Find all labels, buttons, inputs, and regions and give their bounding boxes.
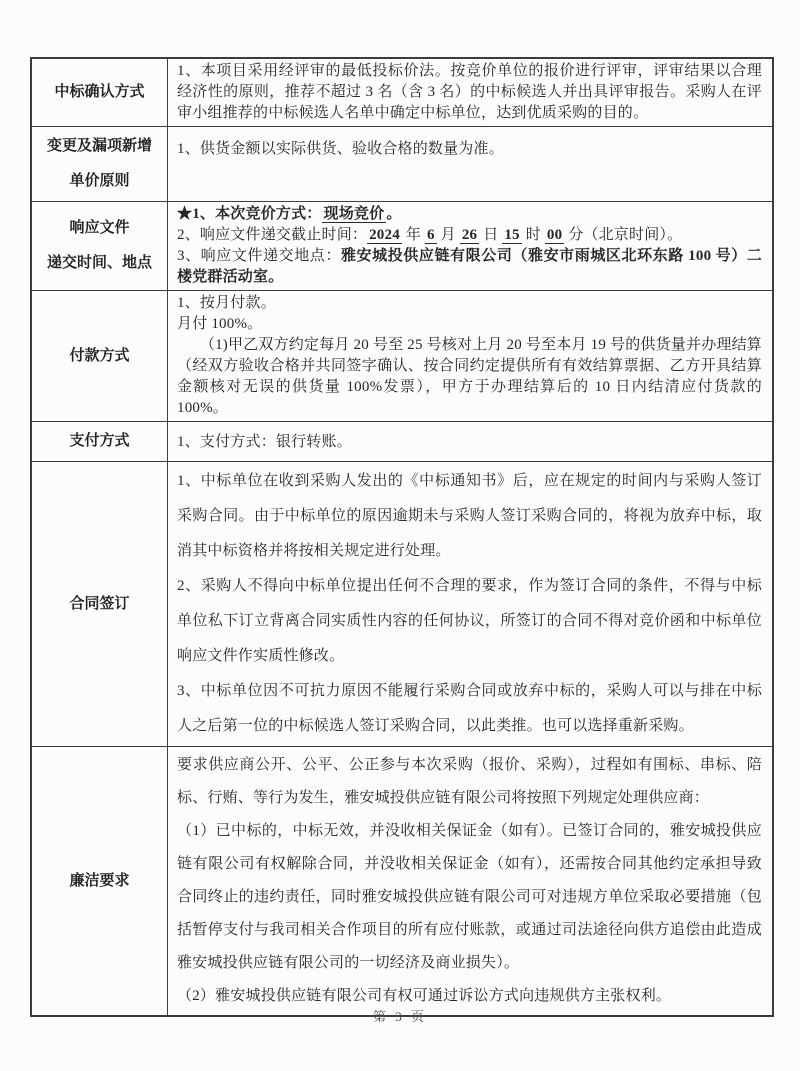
text-segment: 1、供货金额以实际供货、验收合格的数量为准。 (177, 141, 504, 157)
row-label (31, 747, 168, 1017)
row-label-line: 变更及漏项新增 (46, 138, 152, 154)
table-row (31, 747, 773, 1017)
row-content (168, 127, 774, 202)
paragraph (177, 569, 762, 674)
table-row (31, 462, 773, 747)
text-segment: 6 (427, 227, 435, 243)
row-content (168, 202, 774, 291)
text-segment: 2、响应文件递交截止时间： (177, 227, 368, 243)
text-segment: 1、按月付款。 (177, 295, 276, 311)
paragraph (177, 314, 762, 335)
text-segment: 1、中标单位在收到采购人发出的《中标通知书》后，应在规定的时间内与采购人签订采购合同。由于中标单位的原因逾期未与采购人签订采购合同的，将视为放弃中标，取消其中标资格并将按相关规定进行处理。 (177, 473, 762, 559)
text-segment: 00 (546, 227, 563, 243)
row-label (31, 291, 168, 422)
row-label-line: 合同签订 (69, 595, 130, 612)
terms-table (30, 57, 774, 1017)
paragraph (177, 815, 762, 980)
text-segment: 2024 (369, 227, 400, 243)
row-label-line: 支付方式 (69, 433, 130, 449)
table-row (31, 291, 773, 422)
row-label (31, 202, 168, 291)
text-segment: （2）雅安城投供应链有限公司有权可通过诉讼方式向违规供方主张权利。 (177, 988, 672, 1004)
row-content (168, 747, 774, 1017)
row-label-line: 付款方式 (69, 347, 130, 364)
row-label-line: 中标确认方式 (54, 84, 145, 100)
row-label (31, 127, 168, 202)
row-label (31, 422, 168, 462)
table-row (31, 127, 773, 202)
text-segment: ★1、本次竞价方式： (177, 206, 322, 222)
text-segment: 分（北京时间）。 (564, 227, 683, 243)
row-content (168, 422, 774, 462)
row-content (168, 58, 774, 127)
row-label-line: 响应文件 (69, 220, 130, 236)
paragraph (177, 432, 762, 452)
paragraph (177, 335, 762, 419)
text-segment: 3、响应文件递交地点： (177, 248, 341, 264)
terms-table-body (31, 58, 773, 1016)
paragraph (177, 749, 762, 815)
text-segment: 3、中标单位因不可抗力原因不能履行采购合同或放弃中标的，采购人可以与排在中标人之后第一位的中标候选人签订采购合同，以此类推。也可以选择重新采购。 (177, 683, 762, 734)
row-label-line: 递交时间、地点 (46, 255, 152, 271)
text-segment: 时 (521, 227, 545, 243)
text-segment: 15 (504, 227, 520, 243)
row-label (31, 58, 168, 127)
text-segment: 要求供应商公开、公平、公正参与本次采购（报价、采购），过程如有围标、串标、陪标、行贿、等行为发生，雅安城投供应链有限公司将按照下列规定处理供应商： (177, 757, 762, 806)
row-label (31, 462, 168, 747)
paragraph (177, 225, 762, 246)
text-segment: 雅安城投供应链有限公司（雅安市雨城区北环东路 100 号）二楼党群活动室。 (177, 248, 762, 285)
text-segment: 年 (401, 227, 426, 243)
text-segment: 月 (436, 227, 460, 243)
page-number: 第 3 页 (372, 1009, 427, 1024)
text-segment: 1、支付方式：银行转账。 (177, 433, 352, 450)
paragraph (177, 464, 762, 569)
paragraph (177, 204, 762, 225)
text-segment: 2、采购人不得向中标单位提出任何不合理的要求，作为签订合同的条件，不得与中标单位私下订立背离合同实质性内容的任何协议，所签订的合同不得对竞价函和中标单位响应文件作实质性修改。 (177, 578, 762, 664)
row-content (168, 462, 774, 747)
paragraph (177, 293, 762, 314)
text-segment: 1、本项目采用经评审的最低投标价法。按竞价单位的报价进行评审，评审结果以合理经济性的原则，推荐不超过 3 名（含 3 名）的中标候选人并出具评审报告。采购人在评审小组推荐的中标候选人名单中确定中标单位，达到优质采购的目的。 (177, 63, 762, 121)
table-row (31, 58, 773, 127)
row-label-line: 廉洁要求 (69, 872, 130, 889)
paragraph (177, 674, 762, 744)
row-label-line: 单价原则 (69, 173, 130, 189)
text-segment: 现场竞价 (323, 206, 385, 222)
table-row (31, 202, 773, 291)
paragraph (177, 246, 762, 288)
text-segment: 。 (386, 206, 402, 222)
text-segment: （1)甲乙双方约定每月 20 号至 25 号核对上月 20 号至本月 19 号的供货量并办理结算（经双方验收合格并共同签字确认、按合同约定提供所有有效结算票据、乙方开具结算金额核对无误的供货量 100%发票），甲方于办理结算后的 10 日内结清应付货款的 100%。 (177, 337, 762, 416)
paragraph (177, 139, 762, 160)
table-row (31, 422, 773, 462)
text-segment: （1）已中标的，中标无效，并没收相关保证金（如有）。已签订合同的，雅安城投供应链有限公司有权解除合同，并没收相关保证金（如有），还需按合同其他约定承担导致合同终止的违约责任，同时雅安城投供应链有限公司可对违规方单位采取必要措施（包括暂停支付与我司相关合作项目的所有应付账款，或通过司法途径向供方追偿由此造成雅安城投供应链有限公司的一切经济及商业损失）。 (177, 823, 762, 971)
text-segment: 日 (479, 227, 503, 243)
text-segment: 月付 100%。 (177, 316, 263, 332)
row-content (168, 291, 774, 422)
text-segment: 26 (461, 227, 478, 243)
paragraph (177, 61, 762, 124)
